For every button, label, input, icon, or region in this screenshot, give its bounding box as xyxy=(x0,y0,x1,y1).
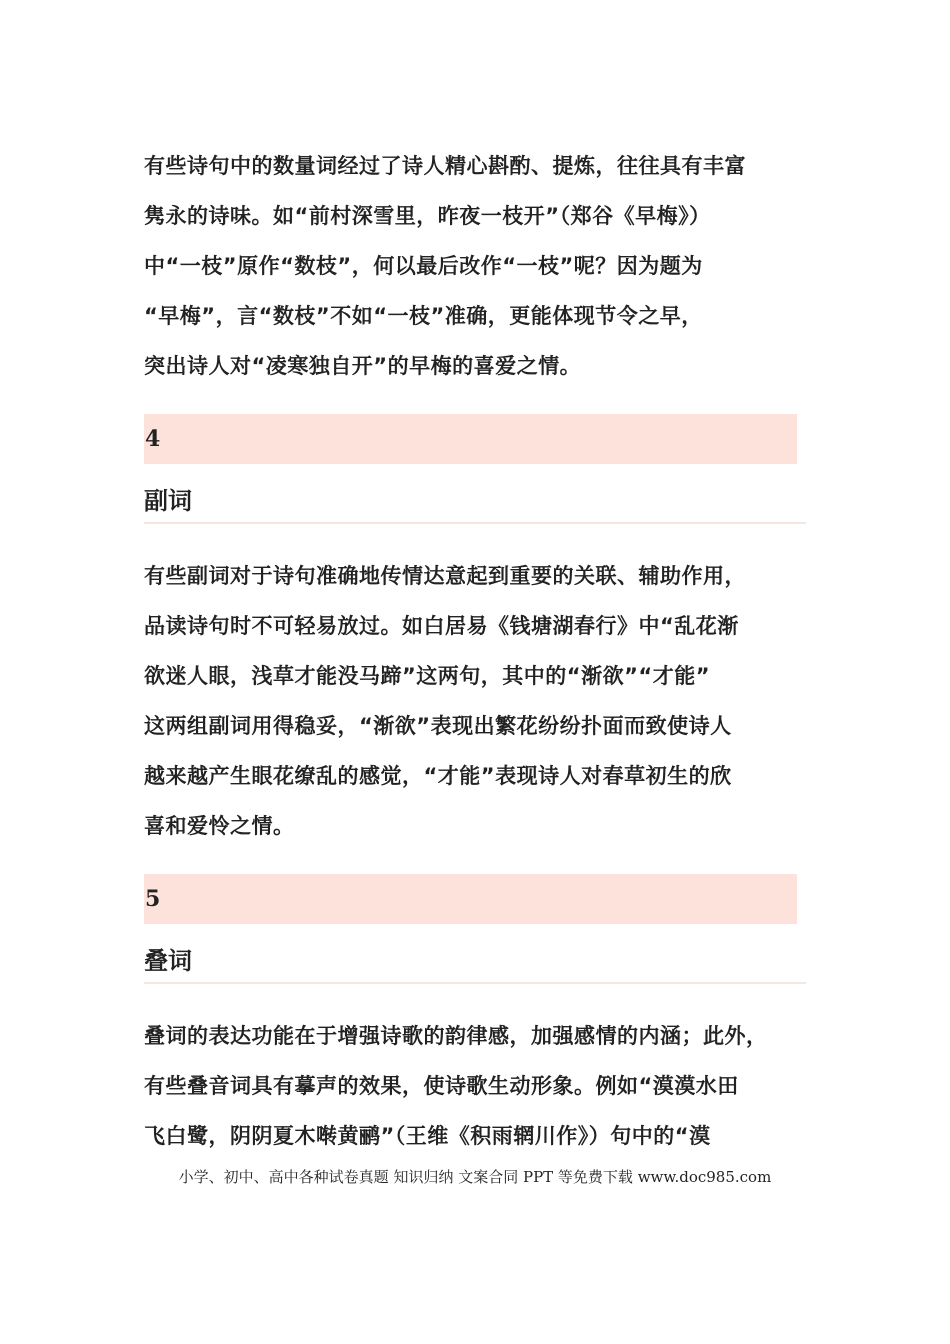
paragraph-line: 这两组副词用得稳妥，“渐欲”表现出繁花纷纷扑面而致使诗人 xyxy=(144,714,732,738)
paragraph-line: 有些诗句中的数量词经过了诗人精心斟酌、提炼，往往具有丰富 xyxy=(144,154,746,178)
section-number-badge: 5 xyxy=(144,874,797,924)
paragraph-line: “早梅”，言“数枝”不如“一枝”准确，更能体现节令之早， xyxy=(144,304,703,328)
adverb-paragraph xyxy=(144,551,808,851)
section-heading: 副词 xyxy=(144,482,806,524)
reduplication-paragraph xyxy=(144,1011,808,1161)
paragraph-line: 欲迷人眼，浅草才能没马蹄”这两句，其中的“渐欲”“才能” xyxy=(144,664,711,688)
paragraph-line: 突出诗人对“凌寒独自开”的早梅的喜爱之情。 xyxy=(144,354,582,378)
paragraph-line: 喜和爱怜之情。 xyxy=(144,814,295,838)
paragraph-line: 中“一枝”原作“数枝”，何以最后改作“一枝”呢？因为题为 xyxy=(144,254,703,278)
paragraph-line: 有些叠音词具有摹声的效果，使诗歌生动形象。例如“漠漠水田 xyxy=(144,1074,739,1098)
paragraph-line: 品读诗句时不可轻易放过。如白居易《钱塘湖春行》中“乱花渐 xyxy=(144,614,739,638)
paragraph-line: 飞白鹭，阴阴夏木啭黄鹂”（王维《积雨辋川作》）句中的“漠 xyxy=(144,1124,711,1148)
paragraph-line: 有些副词对于诗句准确地传情达意起到重要的关联、辅助作用， xyxy=(144,564,746,588)
paragraph-line: 隽永的诗味。如“前村深雪里，昨夜一枝开”（郑谷《早梅》） xyxy=(144,204,711,228)
section-number-badge: 4 xyxy=(144,414,797,464)
paragraph-line: 越来越产生眼花缭乱的感觉，“才能”表现诗人对春草初生的欣 xyxy=(144,764,732,788)
page-footer: 小学、初中、高中各种试卷真题 知识归纳 文案合同 PPT 等免费下载 www.doc985.com xyxy=(178,1168,772,1186)
section-heading: 叠词 xyxy=(144,942,806,984)
paragraph-line: 叠词的表达功能在于增强诗歌的韵律感，加强感情的内涵；此外， xyxy=(144,1024,768,1048)
intro-paragraph xyxy=(144,141,808,391)
